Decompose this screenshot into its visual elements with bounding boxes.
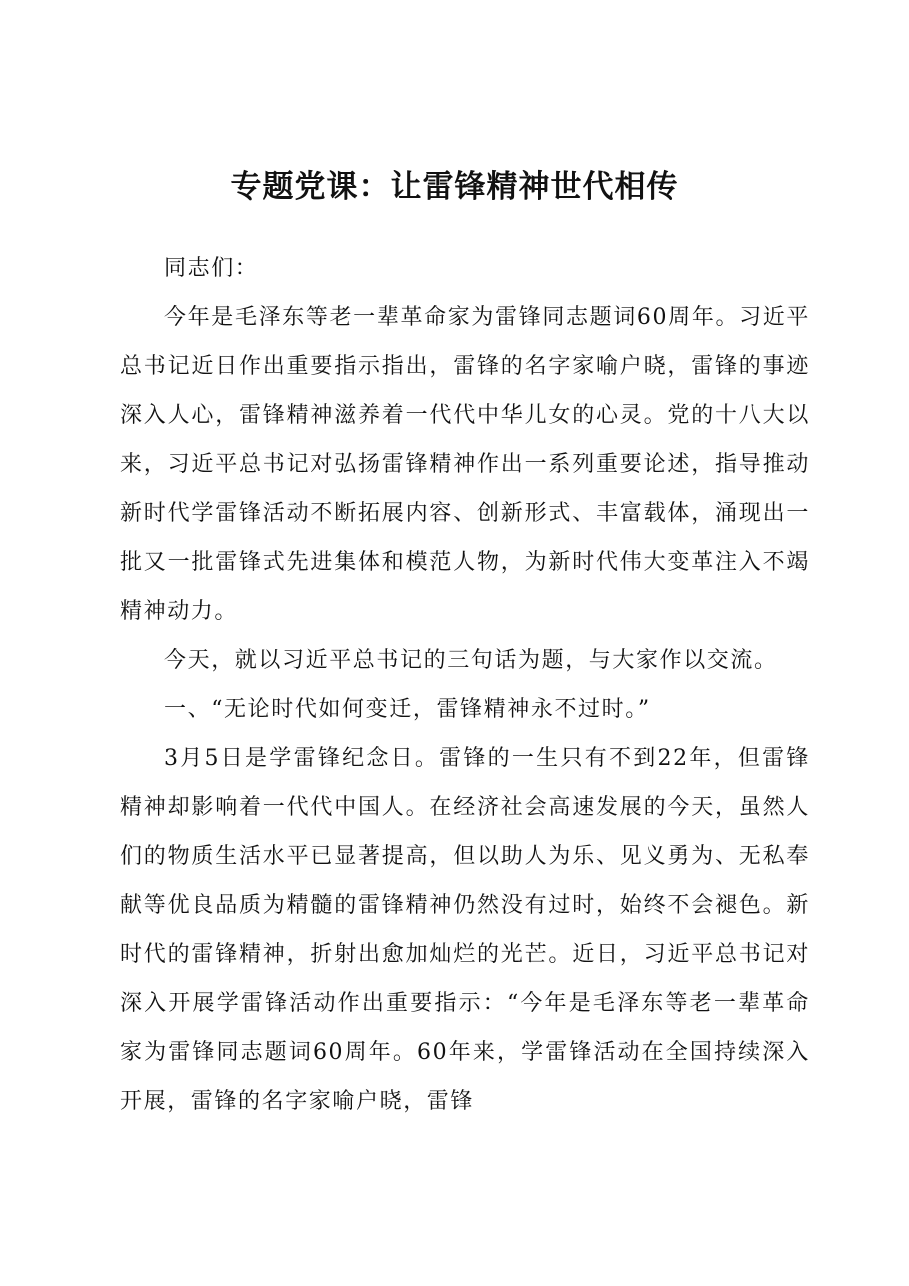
paragraph-intro: 今年是毛泽东等老一辈革命家为雷锋同志题词60周年。习近平总书记近日作出重要指示指出，雷锋的名字家喻户晓，雷锋的事迹深入人心，雷锋精神滋养着一代代中华儿女的心灵。党的十八大以来，习近平总书记对弘扬雷锋精神作出一系列重要论述，指导推动新时代学雷锋活动不断拓展内容、创新形式、丰富载体，涌现出一批又一批雷锋式先进集体和模范人物，为新时代伟大变革注入不竭精神动力。: [120, 305, 810, 624]
document-title: 专题党课：让雷锋精神世代相传: [230, 169, 679, 205]
paragraph-section-1: 3月5日是学雷锋纪念日。雷锋的一生只有不到22年，但雷锋精神却影响着一代代中国人。在经济社会高速发展的今天，虽然人们的物质生活水平已显著提高，但以助人为乐、见义勇为、无私奉献等优良品质为精髓的雷锋精神仍然没有过时，始终不会褪色。新时代的雷锋精神，折射出愈加灿烂的光芒。近日，习近平总书记对深入开展学雷锋活动作出重要指示：“今年是毛泽东等老一辈革命家为雷锋同志题词60周年。60年来，学雷锋活动在全国持续深入开展，雷锋的名字家喻户晓，雷锋: [120, 746, 810, 1114]
section-heading-1: 一、“无论时代如何变迁，雷锋精神永不过时。”: [164, 697, 651, 722]
paragraph-topic: 今天，就以习近平总书记的三句话为题，与大家作以交流。: [164, 648, 778, 673]
document-body: [120, 244, 810, 1126]
paragraph-salutation: 同志们：: [164, 256, 259, 281]
